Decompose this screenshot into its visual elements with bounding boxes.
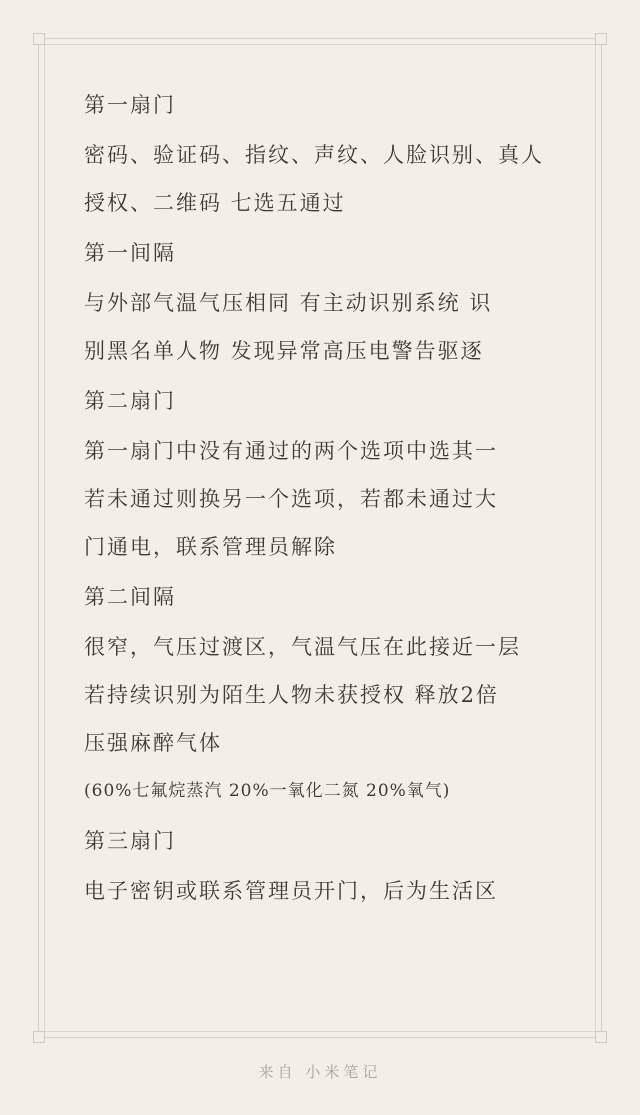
body-line: 授权、二维码 七选五通过 [84, 191, 346, 215]
body-line: 很窄，气压过渡区，气温气压在此接近一层 [84, 635, 521, 659]
body-line: 若持续识别为陌生人物未获授权 释放2倍 [84, 683, 500, 707]
corner-ornament [595, 1031, 607, 1043]
body-line: 若未通过则换另一个选项，若都未通过大 [84, 487, 498, 511]
body-line: 电子密钥或联系管理员开门，后为生活区 [84, 879, 498, 903]
section-body [84, 878, 562, 904]
body-line: 门通电，联系管理员解除 [84, 535, 337, 559]
body-line: 密码、验证码、指纹、声纹、人脸识别、真人 [84, 143, 544, 167]
body-line: 压强麻醉气体 [84, 731, 222, 755]
section-heading: 第一间隔 [84, 241, 176, 265]
note-content [84, 92, 562, 928]
source-footer: 来自 小米笔记 [258, 1063, 382, 1081]
section-heading: 第二间隔 [84, 585, 176, 609]
body-line: 别黑名单人物 发现异常高压电警告驱逐 [84, 339, 484, 363]
body-line: 与外部气温气压相同 有主动识别系统 识 [84, 291, 493, 315]
section-body [84, 290, 562, 364]
section-body [84, 142, 562, 216]
body-line: 第一扇门中没有通过的两个选项中选其一 [84, 439, 498, 463]
section-body [84, 438, 562, 560]
corner-ornament [33, 1031, 45, 1043]
corner-ornament [595, 33, 607, 45]
section-heading: 第二扇门 [84, 389, 176, 413]
body-line-note: (60%七氟烷蒸汽 20%一氧化二氮 20%氧气) [84, 781, 451, 801]
section-heading: 第一扇门 [84, 93, 176, 117]
section-heading: 第三扇门 [84, 829, 176, 853]
section-body [84, 634, 562, 804]
corner-ornament [33, 33, 45, 45]
